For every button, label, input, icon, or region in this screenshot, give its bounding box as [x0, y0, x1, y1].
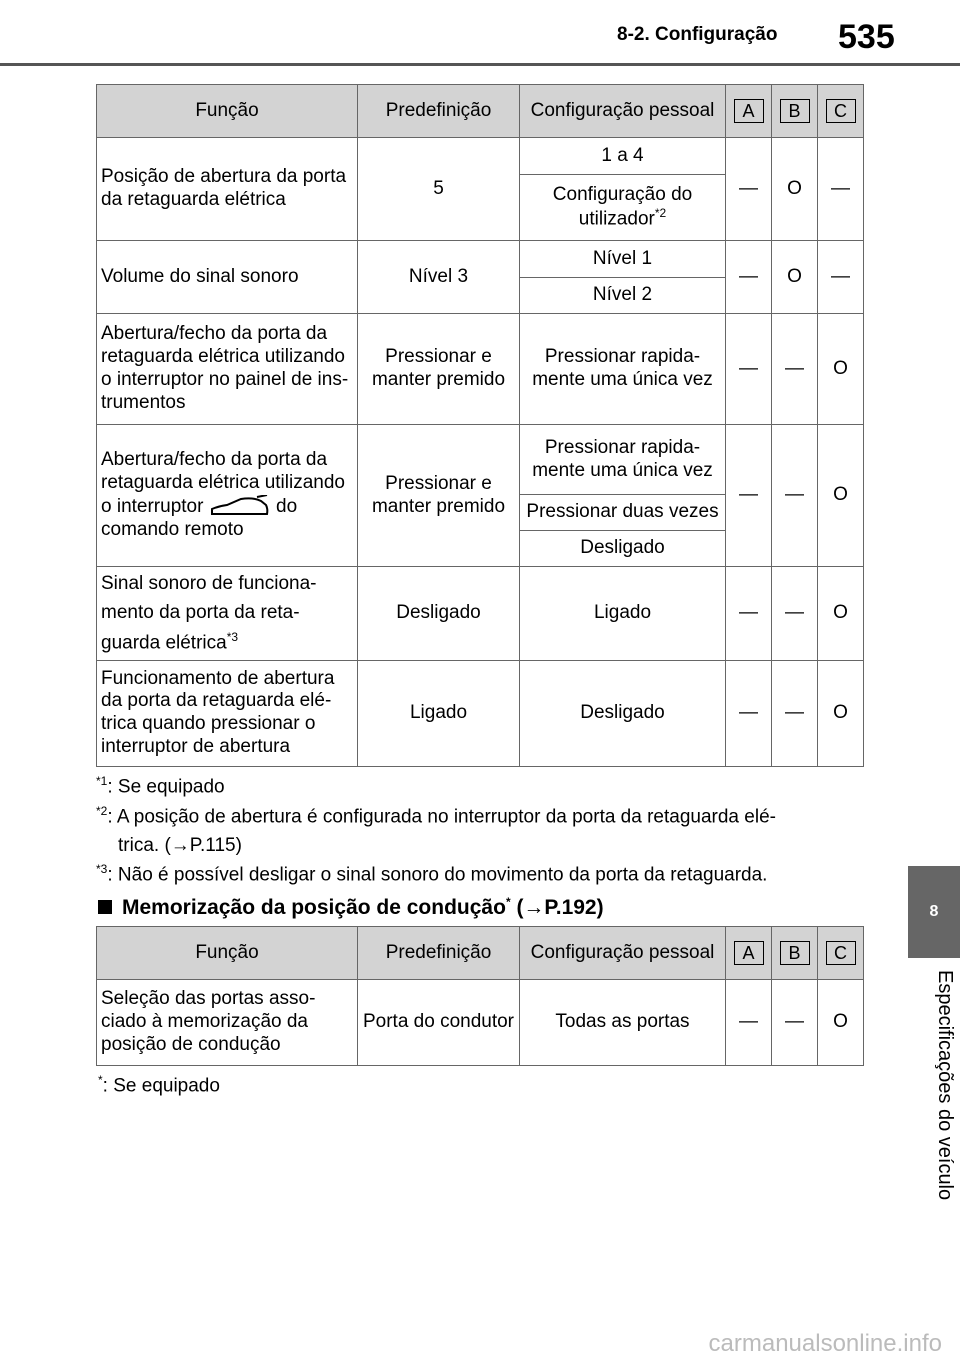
header-b: B	[772, 927, 818, 980]
a-cell: —	[726, 980, 772, 1066]
header-function: Função	[97, 927, 358, 980]
table-row	[97, 567, 864, 661]
c-cell: O	[818, 314, 864, 425]
option-cell: Todas as portas	[520, 980, 726, 1066]
header-personal: Configuração pessoal	[520, 927, 726, 980]
default-cell: Ligado	[358, 660, 520, 766]
table-row	[97, 314, 864, 425]
table-header-row	[97, 85, 864, 138]
c-cell: O	[818, 980, 864, 1066]
option-cell: Ligado	[520, 567, 726, 661]
header-default: Predefinição	[358, 927, 520, 980]
settings-table-1	[96, 84, 864, 767]
option-cell: Pressionar duas vezes	[520, 495, 726, 531]
a-cell: —	[726, 660, 772, 766]
chapter-title: 8-2. Configuração	[617, 24, 778, 45]
footnote-2-continued: trica. (→P.115)	[118, 834, 242, 856]
b-cell: —	[772, 980, 818, 1066]
header-a: A	[726, 85, 772, 138]
table-row	[97, 241, 864, 278]
function-cell: Funcionamento de abertura da porta da retaguarda elé-trica quando pressionar o interruptor de abertura	[97, 660, 358, 766]
header-function: Função	[97, 85, 358, 138]
table-row	[97, 660, 864, 766]
footnote-1: $^{*1}$: Se equipado	[96, 774, 225, 798]
footnote-3: $^{*3}$: Não é possível desligar o sinal sonoro do movimento da porta da retaguarda.	[96, 862, 768, 886]
c-cell: —	[818, 138, 864, 241]
settings-table-2	[96, 926, 864, 1066]
chapter-tab[interactable]	[908, 866, 960, 958]
option-cell: Nível 1	[520, 241, 726, 278]
option-cell: Configuração do utilizador$^{*2}$	[520, 175, 726, 241]
default-cell: 5	[358, 138, 520, 241]
function-cell: Abertura/fecho da porta da retaguarda elétrica utilizando o interruptor no painel de ins-trumentos	[97, 314, 358, 425]
header-default: Predefinição	[358, 85, 520, 138]
function-cell: Abertura/fecho da porta da retaguarda elétrica utilizando o interruptor do comando remoto	[97, 425, 358, 567]
default-cell: Nível 3	[358, 241, 520, 314]
function-cell: Seleção das portas asso-ciado à memorização da posição de condução	[97, 980, 358, 1066]
back-door-remote-icon	[209, 495, 271, 519]
b-cell: —	[772, 567, 818, 661]
a-cell: —	[726, 241, 772, 314]
c-cell: O	[818, 567, 864, 661]
option-cell: 1 a 4	[520, 138, 726, 175]
b-cell: —	[772, 425, 818, 567]
header-b: B	[772, 85, 818, 138]
footnote-mark: *2	[654, 206, 667, 221]
table-row	[97, 425, 864, 495]
option-cell: Pressionar rapida-mente uma única vez	[520, 314, 726, 425]
b-cell: —	[772, 660, 818, 766]
header-divider	[0, 63, 960, 66]
a-cell: —	[726, 314, 772, 425]
option-cell: Desligado	[520, 531, 726, 567]
option-cell: Nível 2	[520, 278, 726, 314]
function-cell: Volume do sinal sonoro	[97, 241, 358, 314]
a-cell: —	[726, 425, 772, 567]
chapter-tab-number: 8	[929, 903, 939, 920]
c-cell: O	[818, 660, 864, 766]
footnotes	[96, 772, 856, 890]
c-cell: O	[818, 425, 864, 567]
table-header-row	[97, 927, 864, 980]
page-reference-link[interactable]: (→P.192)	[510, 896, 604, 919]
footnote-2: $^{*2}$: A posição de abertura é configurada no interruptor da porta da retaguarda elé-	[96, 803, 776, 828]
header-a: A	[726, 927, 772, 980]
a-cell: —	[726, 138, 772, 241]
option-cell: Pressionar rapida-mente uma única vez	[520, 425, 726, 495]
table-row	[97, 138, 864, 175]
watermark: carmanualsonline.info	[708, 1330, 942, 1357]
header-c: C	[818, 927, 864, 980]
page-number: 535	[838, 18, 895, 56]
default-cell: Pressionar e manter premido	[358, 425, 520, 567]
a-cell: —	[726, 567, 772, 661]
chapter-tab-label: Especificações do veículo	[934, 970, 956, 1201]
table-row	[97, 980, 864, 1066]
function-cell: Sinal sonoro de funciona-mento da porta da reta-guarda elétrica$^{*3}$	[97, 567, 358, 661]
option-cell: Desligado	[520, 660, 726, 766]
b-cell: —	[772, 314, 818, 425]
footnote-mark: *3	[226, 629, 239, 644]
square-bullet-icon	[98, 900, 112, 914]
footnote-equipped: *: Se equipado	[98, 1073, 220, 1097]
b-cell: O	[772, 138, 818, 241]
section-heading: Memorização da posição de condução* (→P.192)	[98, 895, 604, 920]
header-personal: Configuração pessoal	[520, 85, 726, 138]
default-cell: Desligado	[358, 567, 520, 661]
default-cell: Pressionar e manter premido	[358, 314, 520, 425]
default-cell: Porta do condutor	[358, 980, 520, 1066]
header-c: C	[818, 85, 864, 138]
function-cell: Posição de abertura da porta da retaguarda elétrica	[97, 138, 358, 241]
b-cell: O	[772, 241, 818, 314]
c-cell: —	[818, 241, 864, 314]
